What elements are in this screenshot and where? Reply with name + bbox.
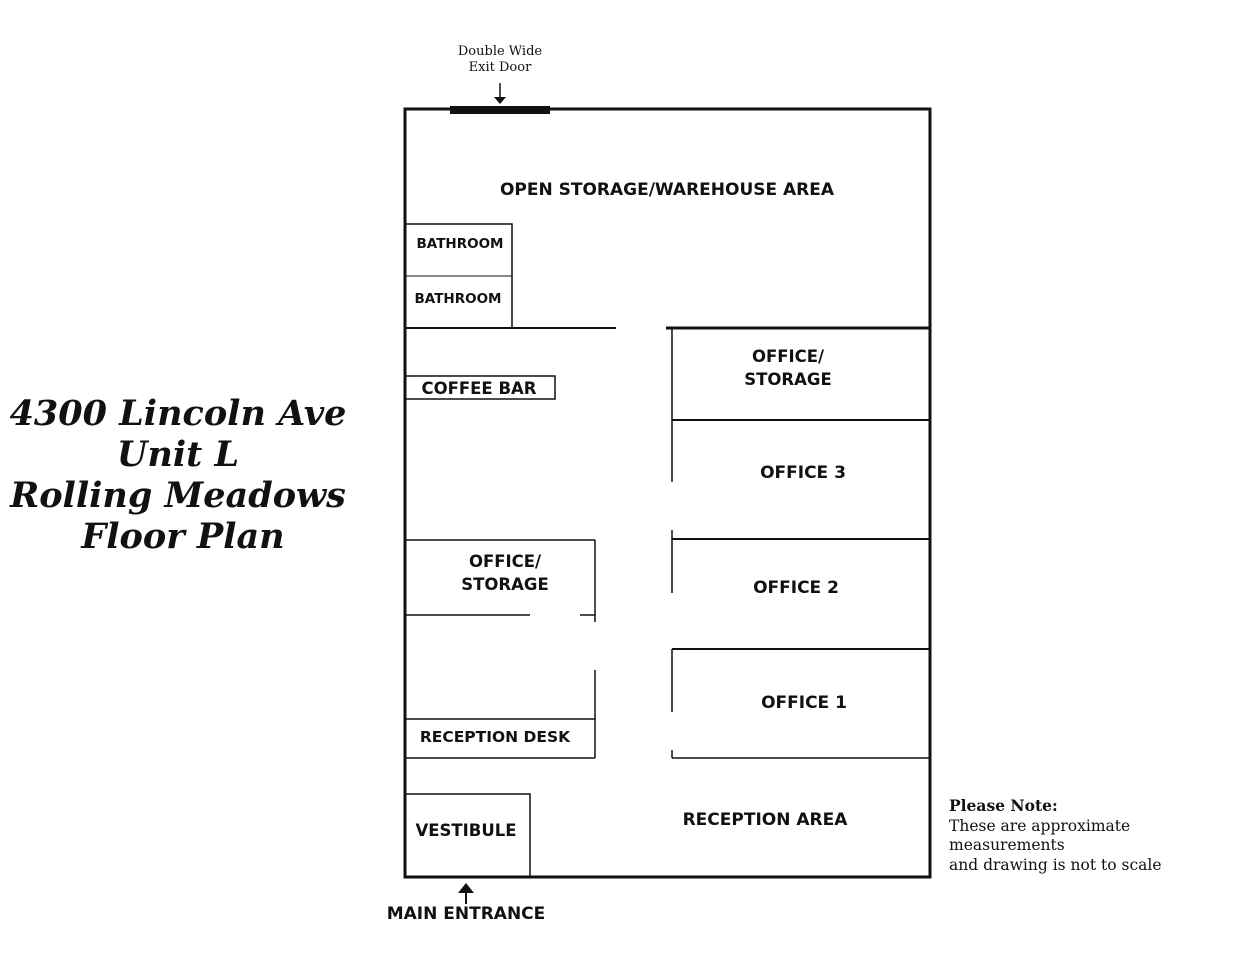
- bathroom-2-label: BATHROOM: [414, 291, 502, 307]
- note-line-1: These are approximate: [949, 817, 1131, 835]
- office-storage-right-label-1: OFFICE/: [751, 347, 825, 366]
- office-1-label: OFFICE 1: [761, 693, 847, 713]
- title-line-3: Rolling Meadows: [10, 475, 346, 516]
- title-line-1: 4300 Lincoln Ave: [9, 393, 347, 434]
- title-line-2: Unit L: [116, 434, 240, 475]
- office-storage-left-label-1: OFFICE/: [468, 552, 542, 571]
- reception-desk-label: RECEPTION DESK: [419, 728, 571, 746]
- warehouse-label: OPEN STORAGE/WAREHOUSE AREA: [499, 180, 835, 200]
- office-storage-left-label-2: STORAGE: [461, 575, 549, 594]
- office-3-label: OFFICE 3: [760, 463, 846, 483]
- exit-door: [450, 106, 550, 114]
- exit-door-line-1: Double Wide: [457, 44, 543, 59]
- coffee-bar-label: COFFEE BAR: [421, 379, 537, 398]
- reception-area-label: RECEPTION AREA: [682, 810, 848, 830]
- bathroom-1-label: BATHROOM: [416, 236, 504, 252]
- note-heading: Please Note:: [949, 796, 1058, 815]
- scale-note: [949, 796, 1162, 874]
- title-line-4: Floor Plan: [81, 516, 285, 557]
- vestibule-label: VESTIBULE: [415, 821, 517, 840]
- office-2-label: OFFICE 2: [753, 578, 839, 598]
- note-line-2: measurements: [949, 836, 1065, 854]
- office-storage-right-label-2: STORAGE: [744, 370, 832, 389]
- main-entrance-arrow-icon: [458, 883, 474, 904]
- main-entrance-label: MAIN ENTRANCE: [386, 904, 546, 924]
- exit-door-line-2: Exit Door: [468, 60, 532, 75]
- floor-plan-title: [9, 393, 346, 557]
- note-line-3: and drawing is not to scale: [949, 856, 1162, 874]
- exit-door-arrow-icon: [494, 83, 506, 104]
- exit-door-label: [458, 44, 543, 75]
